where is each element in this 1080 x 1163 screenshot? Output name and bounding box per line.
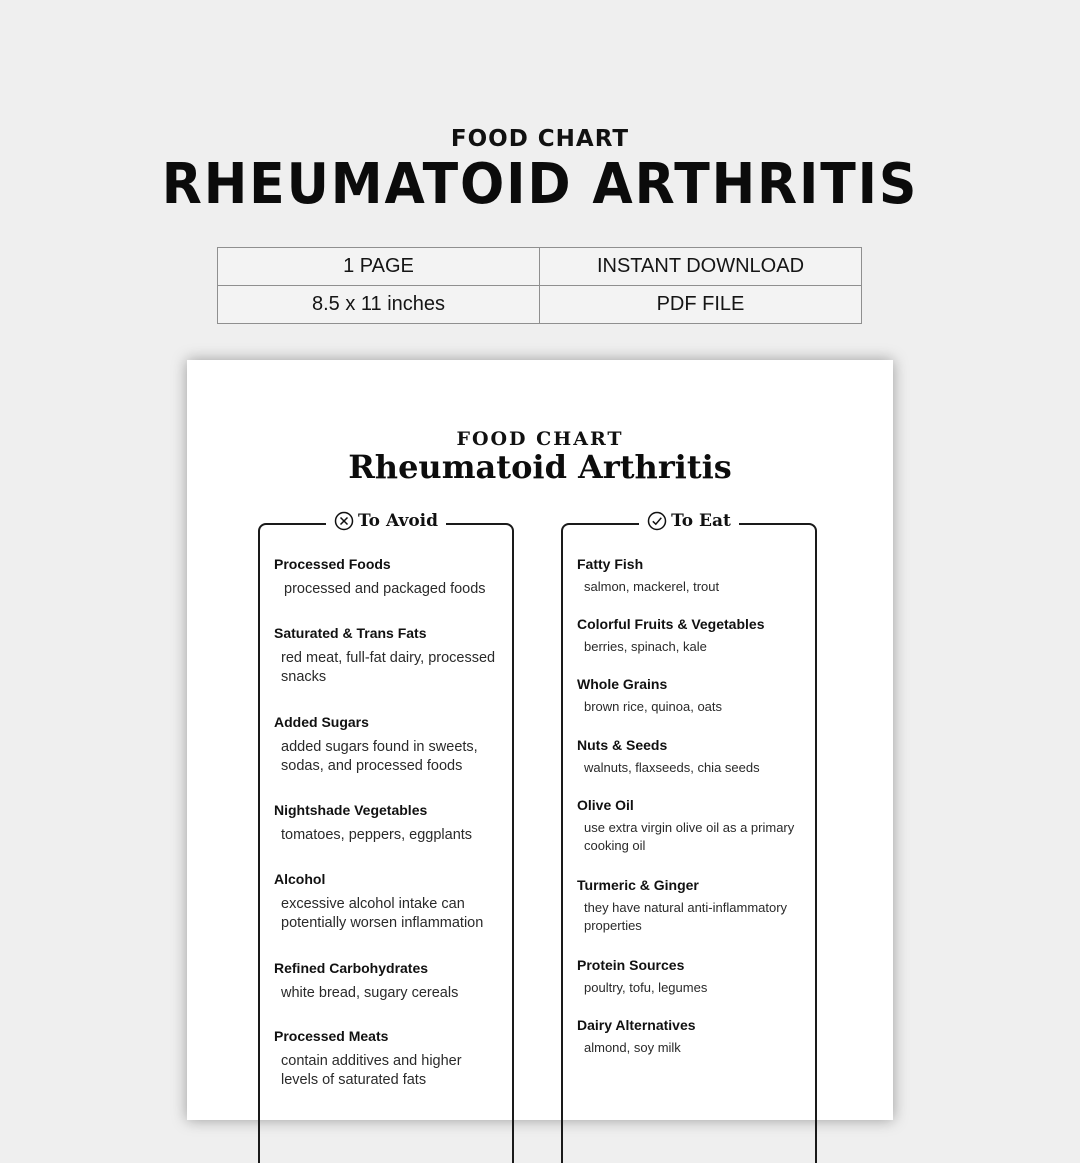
- item-title: Fatty Fish: [577, 556, 644, 572]
- item-title: Processed Meats: [274, 1028, 389, 1044]
- item-title: Turmeric & Ginger: [577, 877, 699, 893]
- spec-pages: 1 PAGE: [218, 248, 540, 286]
- item-title: Nightshade Vegetables: [274, 802, 428, 818]
- item-title: Protein Sources: [577, 957, 685, 973]
- list-item: [577, 615, 803, 675]
- item-desc: excessive alcohol intake can potentially worsen inflammation: [281, 896, 484, 931]
- spec-table: [217, 247, 862, 324]
- list-item: [274, 801, 500, 870]
- item-desc: red meat, full-fat dairy, processed snacks: [281, 650, 496, 685]
- document-title: Rheumatoid Arthritis: [348, 448, 732, 486]
- eat-list: [577, 555, 803, 1076]
- list-item: [274, 1027, 500, 1107]
- item-title: Dairy Alternatives: [577, 1017, 696, 1033]
- list-item: [577, 876, 803, 956]
- avoid-column: [258, 511, 514, 1163]
- list-item: [577, 675, 803, 736]
- item-title: Nuts & Seeds: [577, 737, 668, 753]
- avoid-heading: To Avoid: [357, 511, 439, 531]
- item-desc: contain additives and higher levels of saturated fats: [281, 1053, 462, 1088]
- document-preview: [187, 360, 893, 1120]
- spec-format: PDF FILE: [540, 286, 862, 324]
- eat-heading: To Eat: [671, 511, 731, 531]
- hero-title: RHEUMATOID ARTHRITIS: [161, 152, 919, 217]
- item-desc: processed and packaged foods: [284, 581, 486, 597]
- item-title: Olive Oil: [577, 797, 634, 813]
- avoid-header-label: [326, 511, 446, 531]
- item-desc: salmon, mackerel, trout: [584, 579, 720, 594]
- item-desc: almond, soy milk: [584, 1040, 681, 1055]
- list-item: [577, 736, 803, 796]
- eat-header: [563, 511, 815, 535]
- list-item: [274, 959, 500, 1027]
- hero-subtitle: FOOD CHART: [450, 126, 630, 152]
- item-desc: tomatoes, peppers, eggplants: [281, 827, 473, 843]
- spec-row: [218, 286, 862, 324]
- item-title: Whole Grains: [577, 676, 668, 692]
- list-item: [577, 1016, 803, 1076]
- list-item: [274, 713, 500, 801]
- spec-download: INSTANT DOWNLOAD: [540, 248, 862, 286]
- list-item: [274, 555, 500, 624]
- item-desc: brown rice, quinoa, oats: [584, 699, 723, 714]
- spec-row: [218, 248, 862, 286]
- list-item: [577, 555, 803, 615]
- spec-size: 8.5 x 11 inches: [218, 286, 540, 324]
- item-desc: berries, spinach, kale: [584, 639, 707, 654]
- item-desc: they have natural anti-inflammatory properties: [584, 900, 788, 933]
- item-title: Refined Carbohydrates: [274, 960, 429, 976]
- check-circle-icon: [647, 511, 667, 531]
- item-desc: added sugars found in sweets, sodas, and processed foods: [281, 739, 478, 774]
- item-desc: white bread, sugary cereals: [281, 985, 459, 1001]
- document-subtitle: FOOD CHART: [456, 428, 624, 450]
- list-item: [577, 956, 803, 1016]
- item-desc: use extra virgin olive oil as a primary cooking oil: [584, 820, 795, 853]
- item-title: Alcohol: [274, 871, 326, 887]
- avoid-list: [274, 555, 500, 1107]
- list-item: [274, 624, 500, 713]
- eat-header-label: [639, 511, 739, 531]
- avoid-header: [260, 511, 512, 535]
- item-desc: walnuts, flaxseeds, chia seeds: [584, 760, 760, 775]
- item-title: Colorful Fruits & Vegetables: [577, 616, 765, 632]
- item-title: Processed Foods: [274, 556, 391, 572]
- x-circle-icon: [334, 511, 354, 531]
- item-desc: poultry, tofu, legumes: [584, 980, 708, 995]
- item-title: Saturated & Trans Fats: [274, 625, 427, 641]
- item-title: Added Sugars: [274, 714, 369, 730]
- eat-column: [561, 511, 817, 1163]
- list-item: [577, 796, 803, 876]
- list-item: [274, 870, 500, 959]
